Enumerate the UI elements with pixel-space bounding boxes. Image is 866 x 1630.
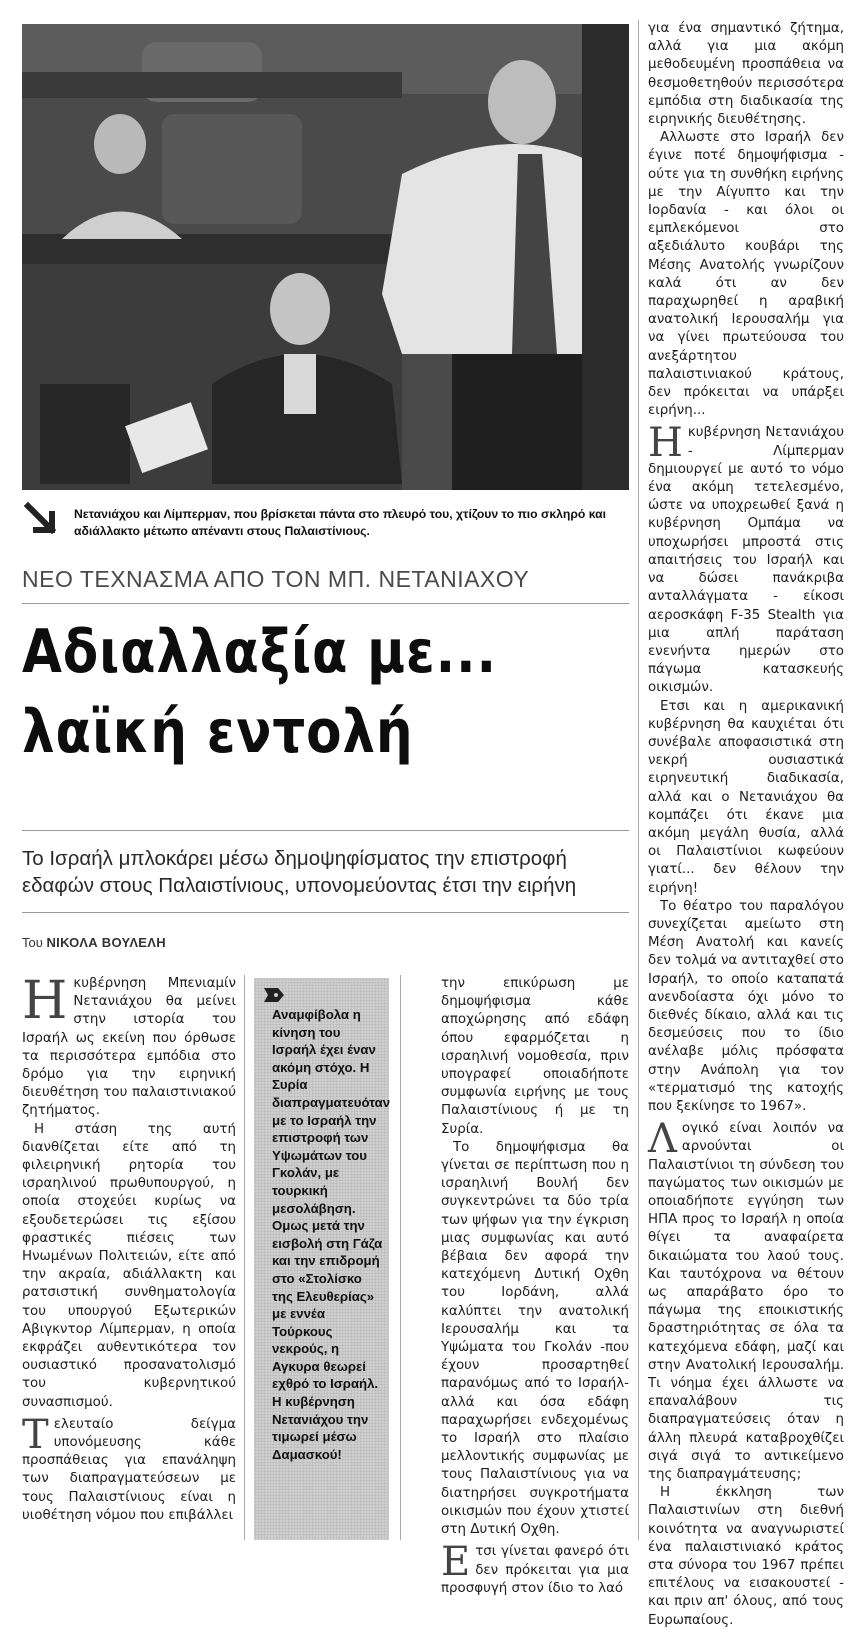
- drop-cap: Τ: [22, 1411, 49, 1458]
- divider: [22, 603, 629, 604]
- article-photo: [22, 24, 629, 490]
- paragraph: Το δημοψήφισμα θα γίνεται σε περίπτωση που η ισραηλινή Βουλή δεν συγκεντρώνει τα δύο τρία των ψήφων για την έγκριση μιας συμφωνίας και αυτό βέβαια δεν αφορά την κατεχόμενη Δυτική Οχθη του Ιορδάνη, αλλά καλύπτει την ανατολική Ιερουσαλήμ και τα Υψώματα του Γκολάν -που έχουν προσαρτηθεί παρανόμως από το Ισραήλ- αλλά και όσα εδάφη παραχωρήσει ενδεχομένως το Ισραήλ στο πλαίσιο μελλοντικής συμφωνίας με τους Παλαιστίνιους για να διατηρήσει συγκροτήματα οικισμών που έχουν χτιστεί στη Δυτική Οχθη.: [441, 1139, 629, 1538]
- paragraph: [22, 1411, 236, 1525]
- headline-line-1: Αδιαλλαξία με...: [22, 617, 497, 687]
- column-divider: [244, 975, 245, 1540]
- headline-line-2: λαϊκή εντολή: [22, 697, 414, 767]
- sidebar-box: [254, 978, 389, 1540]
- paragraph-text: κυβέρνηση Νετανιάχου - Λίμπερμαν δημιουργεί με αυτό το νόμο ένα ακόμη τετελεσμένο, ώστε να υποχρεωθεί ξανά η κυβέρνηση Ομπάμα να υποχωρήσει μπροστά στις απαιτήσεις του Ισραήλ και να δώσει πανάκριβα ανταλλάγματα - είκοσι αεροσκάφη F-35 Stealth για μια απλή παράταση ενενήντα ημερών στο πάγωμα κατασκευής οικισμών.: [648, 425, 844, 696]
- sidebar-text: Αναμφίβολα η κίνηση του Ισραήλ έχει έναν ακόμη στόχο. Η Συρία διαπραγματευόταν με το Ισραήλ την επιστροφή των Υψωμάτων του Γκολάν, με τουρκική μεσολάβηση. Ομως μετά την εισβολή στη Γάζα και την επιδρομή στο «Στολίσκο της Ελευθερίας» με εννέα Τούρκους νεκρούς, η Αγκυρα θεωρεί εχθρό το Ισραήλ. Η κυβέρνηση Νετανιάχου την τιμωρεί μέσω Δαμασκού!: [272, 1007, 391, 1462]
- paragraph: για ένα σημαντικό ζήτημα, αλλά για μια ακόμη μεθοδευμένη προσπάθεια να θεσμοθετηθούν περισσότερα εμπόδια στη διαδικασία της ειρηνικής διευθέτησης.: [648, 21, 844, 128]
- paragraph: [648, 420, 844, 697]
- paragraph: [22, 971, 236, 1121]
- paragraph-text: τσι γίνεται φανερό ότι δεν πρόκειται για μια προσφυγή στον ίδιο το λαό: [441, 1544, 629, 1596]
- kicker: ΝΕΟ ΤΕΧΝΑΣΜΑ ΑΠΟ ΤΟΝ ΜΠ. ΝΕΤΑΝΙΑΧΟΥ: [22, 566, 530, 592]
- paragraph: Ετσι και η αμερικανική κυβέρνηση θα καυχιέται ότι συνέβαλε αποφασιστικά στη νεκρή ουσιαστικά ειρηνευτική διαδικασία, αλλά και ο Νετανιάχου θα κομπάζει ότι έκανε μια ακόμη μεγάλη θυσία, αλλά οι Παλαιστίνιοι κωφεύουν γιατί... δεν θέλουν την ειρήνη!: [648, 698, 844, 896]
- byline-prefix: Του: [22, 935, 43, 950]
- paragraph: Η στάση της αυτή διανθίζεται είτε από τη φιλειρηνική ρητορία του ισραηλινού πρωθυπουργού, η οποία στοχεύει κυρίως να εξουδετερώσει τις εξίσου φραστικές πιέσεις των Ηνωμένων Πολιτειών, είτε από την ακραία, αδιάλλακτη και ρατσιστική συνθηματολογία του υπουργού Εξωτερικών Αβιγκντορ Λίμπερμαν, η οποία εκφράζει αυθεντικότερα τον ουσιαστικό προσανατολισμό του κυβερνητικού συνασπισμού.: [22, 1121, 236, 1410]
- headline: [22, 612, 544, 772]
- parliament-photo: [22, 24, 629, 490]
- column-divider: [400, 975, 401, 1540]
- drop-cap: Η: [22, 971, 68, 1031]
- divider: [22, 912, 629, 913]
- drop-cap: Λ: [648, 1116, 677, 1163]
- subheadline: Το Ισραήλ μπλοκάρει μέσω δημοψηφίσματος την επιστροφή εδαφών στους Παλαιστίνιους, υπονομεύοντας έτσι την ειρήνη: [22, 847, 577, 897]
- paragraph: την επικύρωση με δημοψήφισμα κάθε αποχώρησης από εδάφη όπου εφαρμόζεται η ισραηλινή νομοθεσία, πριν υπογραφεί οποιαδήποτε συμφωνία ειρήνης με τους Παλαιστίνιους ή με τη Συρία.: [441, 976, 629, 1137]
- paragraph: Η έκκληση των Παλαιστινίων στη διεθνή κοινότητα να αναγνωριστεί ένα παλαιστινιακό κράτος στα σύνορα του 1967 πρέπει επιτέλους να εισακουστεί - και πριν απ' όλους, από τους Ευρωπαίους.: [648, 1485, 844, 1628]
- drop-cap: Η: [648, 420, 683, 467]
- drop-cap: Ε: [441, 1539, 471, 1586]
- photo-caption-block: [22, 500, 629, 548]
- photo-caption: Νετανιάχου και Λίμπερμαν, που βρίσκεται πάντα στο πλευρό του, χτίζουν το πιο σκληρό και αδιάλλακτο μέτωπο απέναντι στους Παλαιστίνιους.: [74, 507, 606, 538]
- paragraph-text: ελευταίο δείγμα υπονόμευσης κάθε προσπάθειας για επανάληψη των διαπραγματεύσεων με τους Παλαιστίνιους είναι η υιοθέτηση νόμου που επιβάλλει: [22, 1416, 236, 1523]
- pen-nib-icon: [262, 984, 286, 1006]
- byline-author: ΝΙΚΟΛΑ ΒΟΥΛΕΛΗ: [46, 935, 166, 950]
- article-column-1: [22, 971, 236, 1525]
- paragraph-text: κυβέρνηση Μπενιαμίν Νετανιάχου θα μείνει στην ιστορία του Ισραήλ ως εκείνη που όρθωσε τα περισσότερα εμπόδια στο δρόμο για την ειρηνική διευθέτηση του παλαιστινιακού ζητήματος.: [22, 976, 236, 1119]
- divider: [22, 830, 629, 831]
- paragraph: [441, 1539, 629, 1598]
- article-column-3: [441, 975, 629, 1598]
- paragraph: [648, 1116, 844, 1484]
- paragraph-text: ογικό είναι λοιπόν να αρνούνται οι Παλαιστίνιοι τη σύνδεση του παγώματος των οικισμών με οποιαδήποτε εγγύηση των ΗΠΑ προς το Ισραήλ η οποία θίγει τα αναφαίρετα δικαιώματα του λαού τους. Και ταυτόχρονα να θέτουν ως απαράβατο όρο το πάγωμα της εποικιστικής δραστηριότητας σε όλα τα κατεχόμενα εδάφη, μαζί και στην Ανατολική Ιερουσαλήμ. Τι νόημα έχει άλλωστε να επαναλάβουν τις διαπραγματεύσεις όταν η άλλη πλευρά καταβροχθίζει σιγά σιγά το αντικείμενο της διαπραγμάτευσης;: [648, 1121, 844, 1483]
- byline: [22, 935, 166, 950]
- paragraph: Το θέατρο του παραλόγου συνεχίζεται αμείωτο στη Μέση Ανατολή και κανείς δεν τολμά να αντιταχθεί στο Ισραήλ, το οποίο καταπατά ανενδοίαστα όχι μόνο το διεθνές δίκαιο, αλλά και τις δεσμεύσεις που το ίδιο ανέλαβε μόλις πρόσφατα στην Ανάπολη για τον «τερματισμό της κατοχής που ξεκίνησε το 1967».: [648, 898, 844, 1114]
- article-column-right: [648, 20, 844, 1630]
- paragraph: Αλλωστε στο Ισραήλ δεν έγινε ποτέ δημοψήφισμα - ούτε για τη συνθήκη ειρήνης με την Αίγυπτο και την Ιορδανία - και όλοι οι εμπλεκόμενοι στο αξεδιάλυτο κουβάρι της Μέσης Ανατολής γνωρίζουν καλά ότι αν δεν παραχωρηθεί η αραβική ανατολική Ιερουσαλήμ για να γίνει πρωτεύουσα του ανεξάρτητου παλαιστινιακού κράτους, δεν πρόκειται να υπάρξει ειρήνη...: [648, 130, 844, 419]
- arrow-icon: [22, 500, 58, 536]
- column-divider: [638, 20, 639, 1540]
